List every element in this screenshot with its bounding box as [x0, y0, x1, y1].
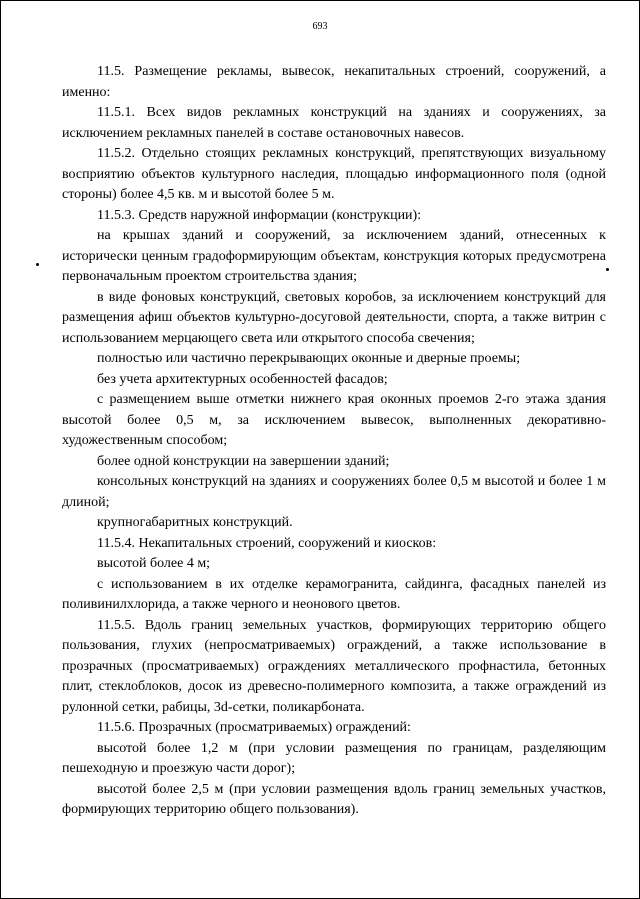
paragraph-11-5-1: 11.5.1. Всех видов рекламных конструкций на зданиях и сооружениях, за исключением рекламных панелей в составе остановочных навесов.: [62, 105, 606, 141]
document-body: [62, 62, 606, 821]
list-item: консольных конструкций на зданиях и сооружениях более 0,5 м высотой и более 1 м длиной;: [62, 474, 606, 510]
paragraph-11-5-4: 11.5.4. Некапитальных строений, сооружений и киосков:: [97, 535, 437, 551]
paragraph-11-5-3: 11.5.3. Средств наружной информации (конструкции):: [97, 207, 422, 223]
paragraph-11-5-2: 11.5.2. Отдельно стоящих рекламных конструкций, препятствующих визуальному восприятию объектов культурного наследия, площадью информационного поля (одной стороны) более 4,5 кв. м и высотой более 5 м.: [62, 146, 606, 202]
scan-speck: [36, 263, 39, 266]
scan-speck: [606, 268, 609, 271]
list-item: более одной конструкции на завершении зданий;: [97, 453, 390, 469]
list-item: с использованием в их отделке керамогранита, сайдинга, фасадных панелей из поливинилхлорида, а также черного и неонового цветов.: [62, 576, 606, 612]
list-item: в виде фоновых конструкций, световых коробов, за исключением конструкций для размещения афиш объектов культурно-досуговой деятельности, спорта, а также витрин с использованием мерцающего света или открытого способа свечения;: [62, 289, 606, 346]
list-item: на крышах зданий и сооружений, за исключением зданий, отнесенных к исторически ценным градоформирующим объектам, конструкция которых предусмотрена первоначальным проектом строительства здания;: [62, 228, 606, 284]
page-number: 693: [312, 21, 328, 32]
list-item: без учета архитектурных особенностей фасадов;: [97, 371, 388, 387]
paragraph-11-5: 11.5. Размещение рекламы, вывесок, некапитальных строений, сооружений, а именно:: [62, 64, 606, 100]
paragraph-11-5-5: 11.5.5. Вдоль границ земельных участков, формирующих территорию общего пользования, глухих (непросматриваемых) ограждений, а также использование в прозрачных (просматриваемых) ограждениях металлического профнастила, бетонных плит, стеклоблоков, досок из древесно-полимерного композита, а также ограждений из рулонной сетки, рабицы, 3d-сетки, поликарбоната.: [62, 617, 606, 715]
list-item: высотой более 4 м;: [97, 556, 211, 571]
list-item: полностью или частично перекрывающих оконные и дверные проемы;: [97, 351, 521, 366]
list-item: высотой более 2,5 м (при условии размещения вдоль границ земельных участков, формирующих территорию общего пользования).: [62, 781, 606, 817]
list-item: крупногабаритных конструкций.: [97, 515, 293, 530]
paragraph-11-5-6: 11.5.6. Прозрачных (просматриваемых) ограждений:: [97, 720, 411, 735]
list-item: высотой более 1,2 м (при условии размещения по границам, разделяющим пешеходную и проезжую части дорог);: [62, 740, 606, 776]
list-item: с размещением выше отметки нижнего края оконных проемов 2-го этажа здания высотой более 0,5 м, за исключением вывесок, выполненных декоративно-художественным способом;: [62, 392, 606, 448]
